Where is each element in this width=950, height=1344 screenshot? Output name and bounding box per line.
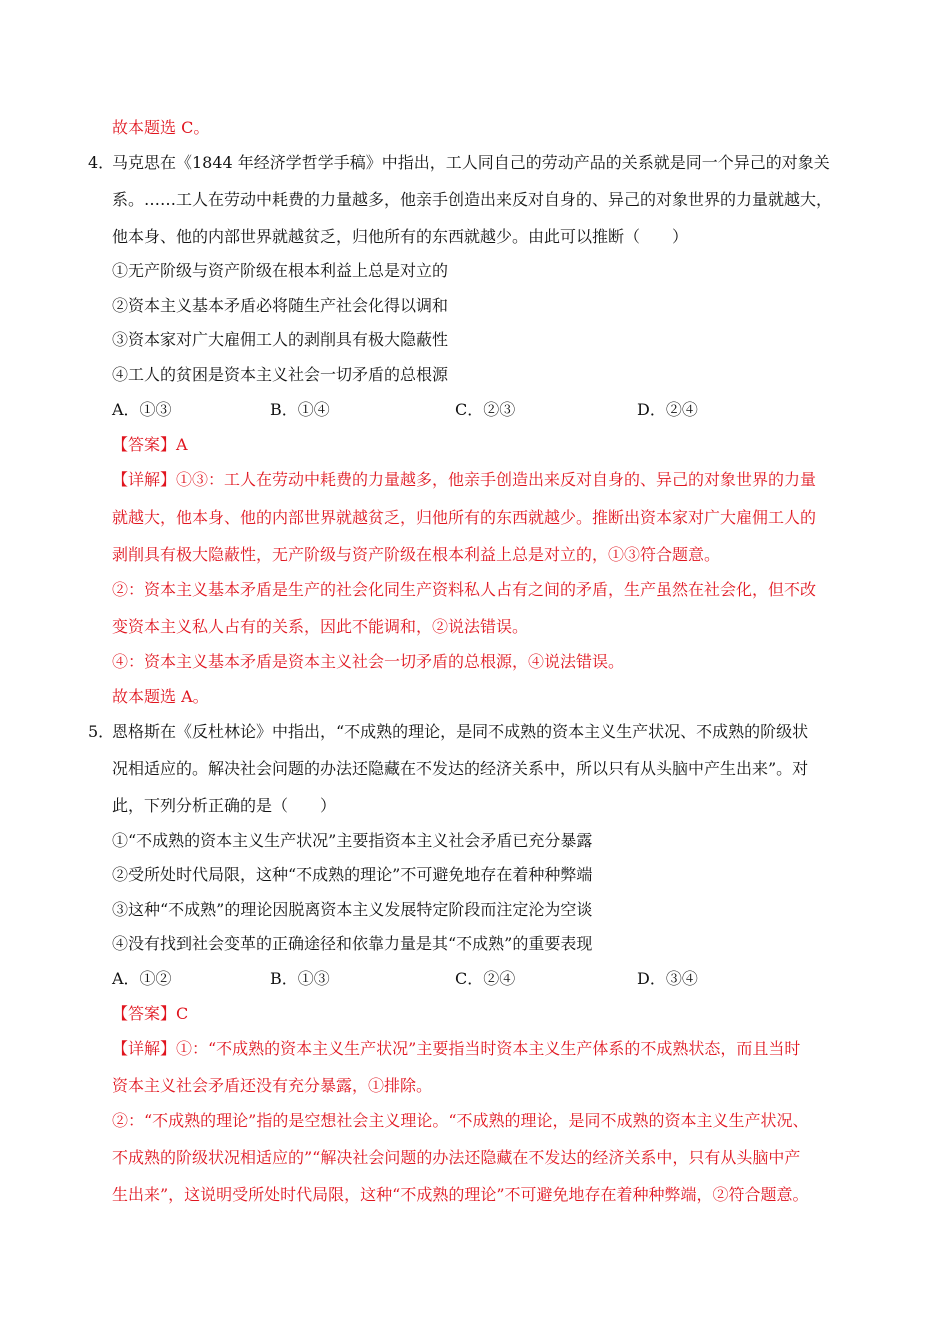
statement: ④没有找到社会变革的正确途径和依靠力量是其“不成熟”的重要表现 [112,934,593,953]
question-stem-line: 恩格斯在《反杜林论》中指出，“不成熟的理论，是同不成熟的资本主义生产状况、不成熟的阶级状 [112,722,809,741]
question-number: 4． [88,153,115,172]
question-stem-line: 此，下列分析正确的是（ ） [112,796,337,815]
option-d: D．③④ [637,969,698,988]
answer-label: 【答案】C [112,1004,189,1023]
option-d: D．②④ [637,400,698,419]
statement: ③这种“不成熟”的理论因脱离资本主义发展特定阶段而注定沦为空谈 [112,900,593,919]
statement: ①无产阶级与资产阶级在根本利益上总是对立的 [112,261,449,280]
explanation-line: 【详解】①：“不成熟的资本主义生产状况”主要指当时资本主义生产体系的不成熟状态，而且当时 [112,1039,801,1058]
question-number: 5． [88,722,115,741]
statement: ②受所处时代局限，这种“不成熟的理论”不可避免地存在着种种弊端 [112,865,593,884]
statement: ②资本主义基本矛盾必将随生产社会化得以调和 [112,296,449,315]
explanation-line: 变资本主义私人占有的关系，因此不能调和，②说法错误。 [112,617,529,636]
statement: ①“不成熟的资本主义生产状况”主要指资本主义社会矛盾已充分暴露 [112,831,593,850]
explanation-line: ②：“不成熟的理论”指的是空想社会主义理论。“不成熟的理论，是同不成熟的资本主义生产状况、 [112,1111,809,1130]
question-stem-line: 他本身、他的内部世界就越贫乏，归他所有的东西就越少。由此可以推断（ ） [112,227,689,246]
explanation-line: 资本主义社会矛盾还没有充分暴露，①排除。 [112,1076,433,1095]
explanation-line: ②：资本主义基本矛盾是生产的社会化同生产资料私人占有之间的矛盾，生产虽然在社会化，但不改 [112,580,817,599]
explanation-line: 生出来”，这说明受所处时代局限，这种“不成熟的理论”不可避免地存在着种种弊端，②符合题意。 [112,1185,809,1204]
statement: ③资本家对广大雇佣工人的剥削具有极大隐蔽性 [112,330,449,349]
conclusion: 故本题选 A。 [112,687,209,706]
option-c: C．②④ [455,969,516,988]
prev-conclusion: 故本题选 C。 [112,118,210,137]
question-stem-line: 况相适应的。解决社会问题的办法还隐藏在不发达的经济关系中，所以只有从头脑中产生出来”。对 [112,759,809,778]
statement: ④工人的贫困是资本主义社会一切矛盾的总根源 [112,365,449,384]
question-stem-line: 系。……工人在劳动中耗费的力量越多，他亲手创造出来反对自身的、异己的对象世界的力量就越大， [112,190,833,209]
explanation-line: ④：资本主义基本矛盾是资本主义社会一切矛盾的总根源，④说法错误。 [112,652,625,671]
option-b: B．①④ [270,400,330,419]
explanation-line: 【详解】①③：工人在劳动中耗费的力量越多，他亲手创造出来反对自身的、异己的对象世界的力量 [112,470,817,489]
question-stem-line: 马克思在《1844 年经济学哲学手稿》中指出，工人同自己的劳动产品的关系就是同一个异己的对象关 [112,153,830,172]
explanation-line: 剥削具有极大隐蔽性，无产阶级与资产阶级在根本利益上总是对立的，①③符合题意。 [112,545,721,564]
answer-label: 【答案】A [112,435,188,454]
option-a: A．①② [112,969,172,988]
option-c: C．②③ [455,400,516,419]
option-a: A．①③ [112,400,172,419]
explanation-line: 就越大，他本身、他的内部世界就越贫乏，归他所有的东西就越少。推断出资本家对广大雇佣工人的 [112,508,817,527]
option-b: B．①③ [270,969,330,988]
explanation-line: 不成熟的阶级状况相适应的”“解决社会问题的办法还隐藏在不发达的经济关系中，只有从头脑中产 [112,1148,801,1167]
